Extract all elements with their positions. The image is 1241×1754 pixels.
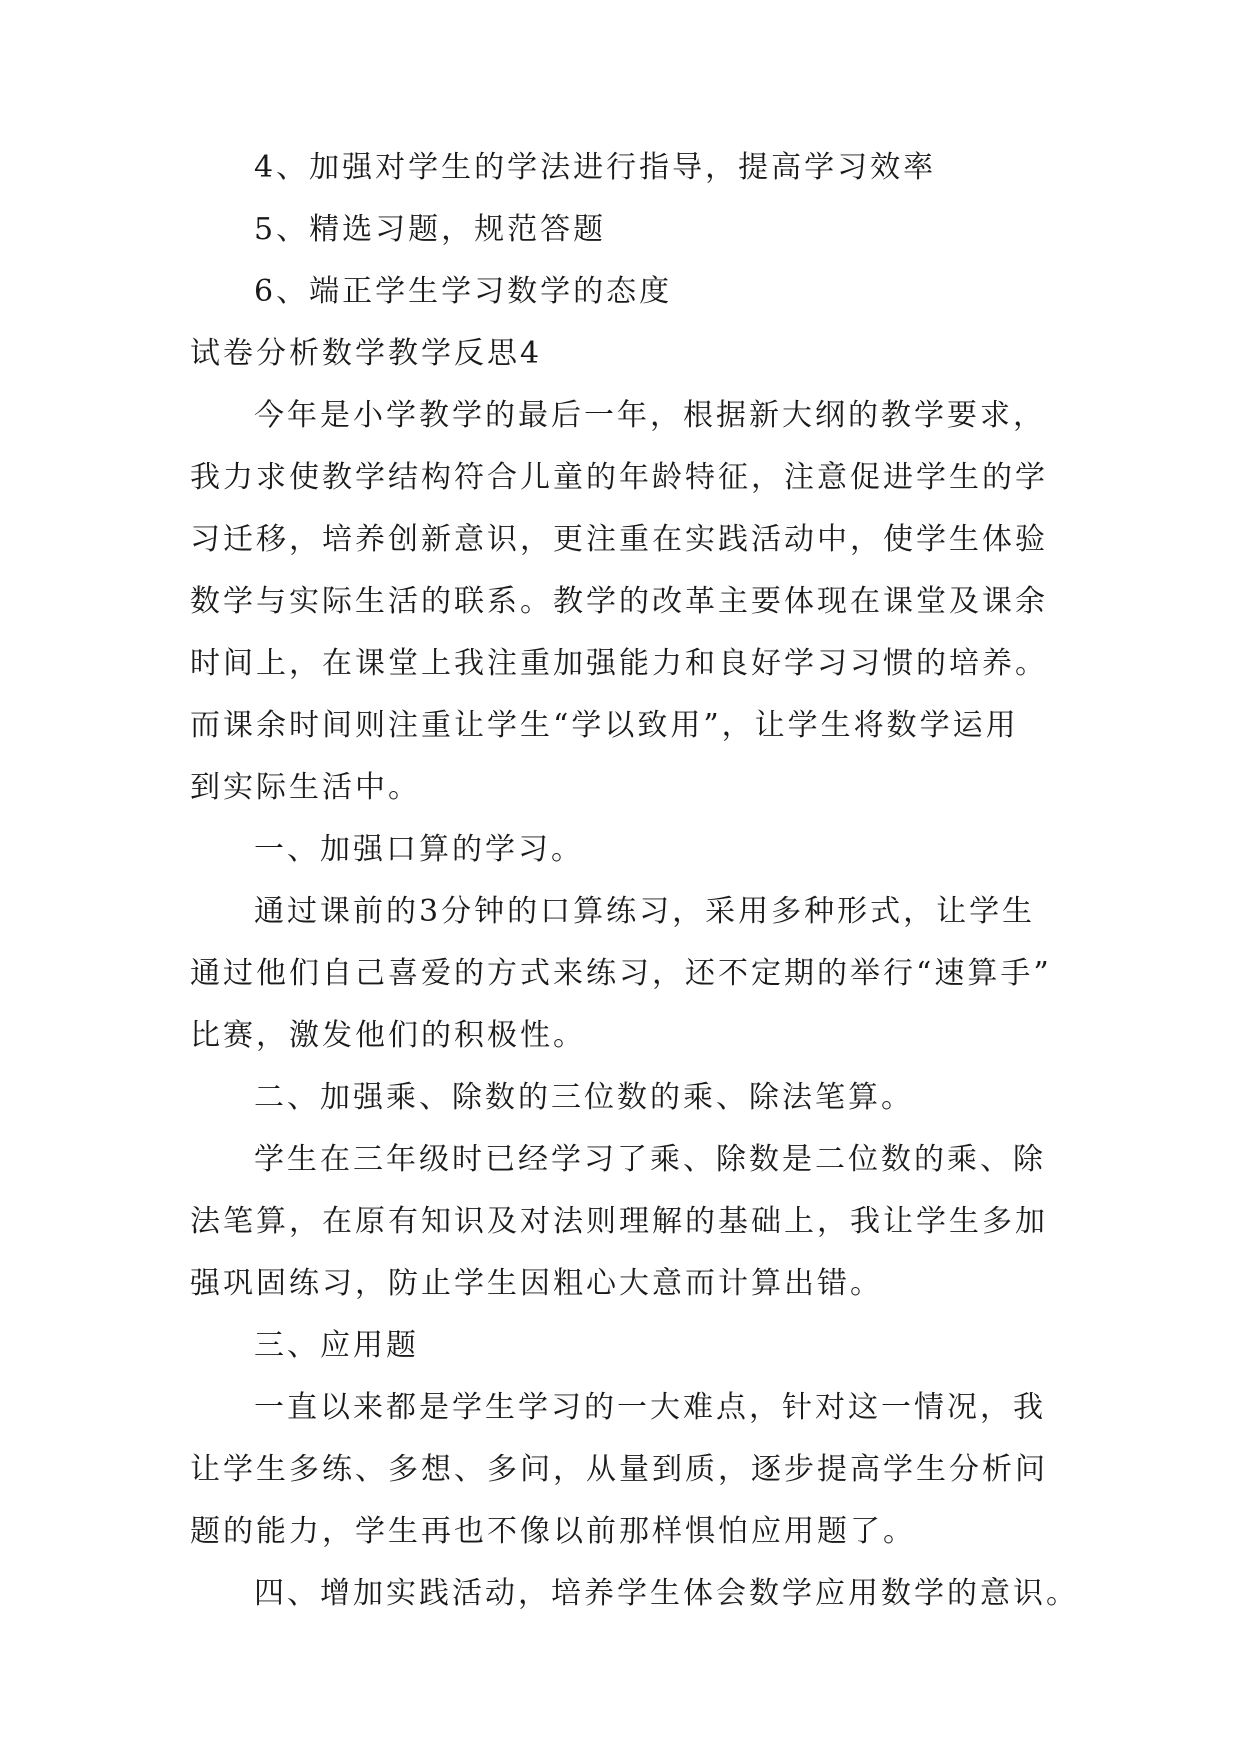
text-line: 今年是小学教学的最后一年，根据新大纲的教学要求， — [254, 398, 1046, 433]
text-line: 时间上，在课堂上我注重加强能力和良好学习习惯的培养。 — [190, 646, 1048, 681]
text-line: 数学与实际生活的联系。教学的改革主要体现在课堂及课余 — [190, 584, 1048, 619]
text-line: 习迁移，培养创新意识，更注重在实践活动中，使学生体验 — [190, 522, 1048, 557]
text-line: 一直以来都是学生学习的一大难点，针对这一情况，我 — [254, 1390, 1046, 1425]
text-line: 到实际生活中。 — [190, 770, 421, 805]
text-line: 4、加强对学生的学法进行指导，提高学习效率 — [254, 150, 937, 185]
text-line: 5、精选习题，规范答题 — [254, 212, 607, 247]
text-line: 一、加强口算的学习。 — [254, 832, 584, 867]
document-body — [190, 137, 1079, 1625]
text-line: 二、加强乘、除数的三位数的乘、除法笔算。 — [254, 1080, 914, 1115]
text-line: 法笔算，在原有知识及对法则理解的基础上，我让学生多加 — [190, 1204, 1048, 1239]
text-line: 让学生多练、多想、多问，从量到质，逐步提高学生分析问 — [190, 1452, 1048, 1487]
section-heading: 试卷分析数学教学反思4 — [190, 336, 543, 371]
text-line: 通过他们自己喜爱的方式来练习，还不定期的举行“速算手” — [190, 956, 1052, 991]
text-line: 强巩固练习，防止学生因粗心大意而计算出错。 — [190, 1266, 883, 1301]
text-line: 而课余时间则注重让学生“学以致用”，让学生将数学运用 — [190, 708, 1019, 743]
text-line: 题的能力，学生再也不像以前那样惧怕应用题了。 — [190, 1514, 916, 1549]
text-line: 比赛，激发他们的积极性。 — [190, 1018, 586, 1053]
text-line: 三、应用题 — [254, 1328, 419, 1363]
text-line: 我力求使教学结构符合儿童的年龄特征，注意促进学生的学 — [190, 460, 1048, 495]
text-line: 四、增加实践活动，培养学生体会数学应用数学的意识。 — [254, 1576, 1079, 1611]
text-line: 学生在三年级时已经学习了乘、除数是二位数的乘、除 — [254, 1142, 1046, 1177]
text-line: 6、端正学生学习数学的态度 — [254, 274, 673, 309]
text-line: 通过课前的3分钟的口算练习，采用多种形式，让学生 — [254, 894, 1036, 929]
